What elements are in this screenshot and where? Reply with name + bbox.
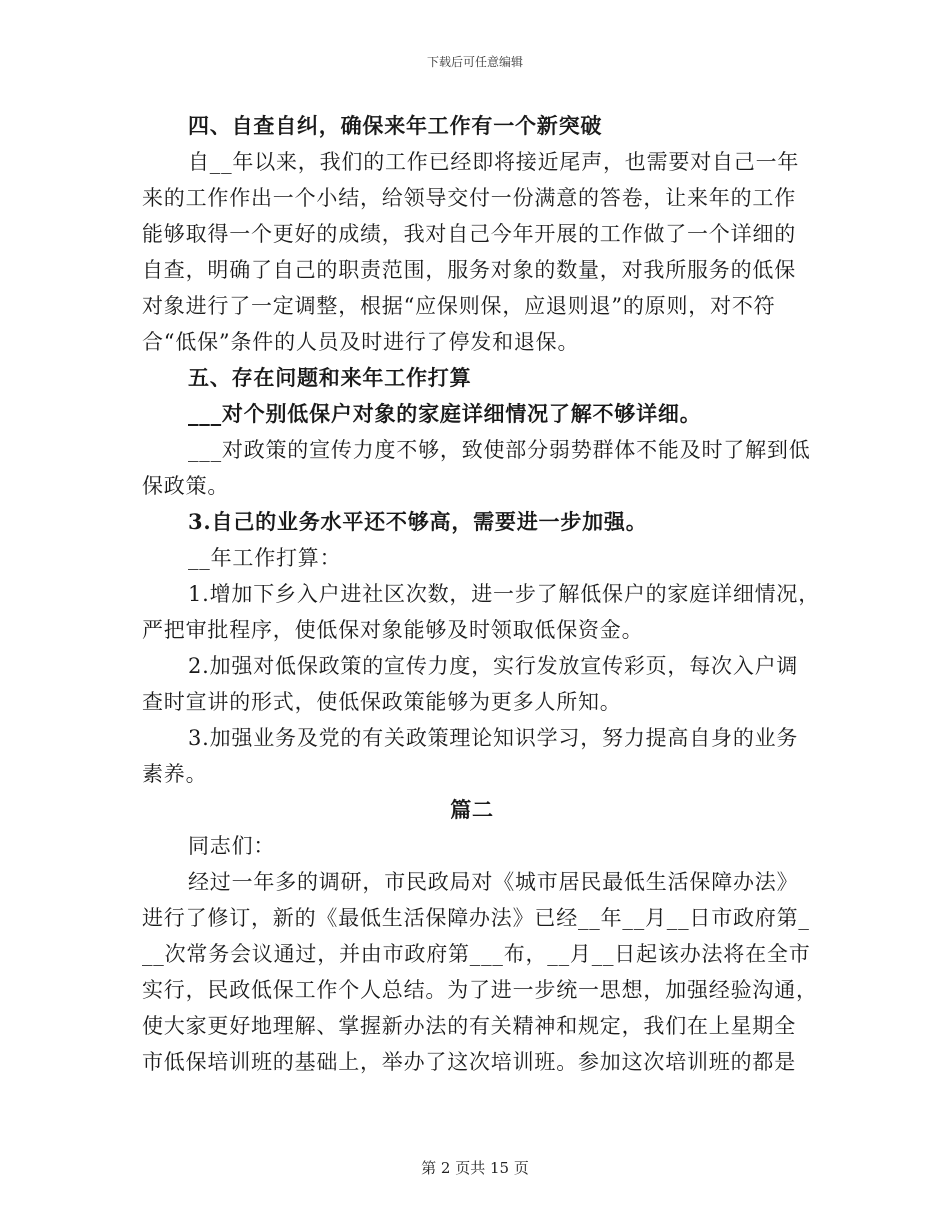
paragraph-line: __年工作打算： bbox=[188, 546, 342, 570]
paragraph-line: 查时宣讲的形式，使低保政策能够为更多人所知。 bbox=[142, 690, 622, 714]
paragraph-line: 对象进行了一定调整，根据“应保则保，应退则退”的原则，对不符 bbox=[142, 294, 776, 318]
section-heading: 四、自查自纠，确保来年工作有一个新突破 bbox=[188, 113, 603, 138]
paragraph-line: 3.加强业务及党的有关政策理论知识学习，努力提高自身的业务 bbox=[188, 726, 799, 750]
list-item-heading: ___对个别低保户对象的家庭详细情况了解不够详细。 bbox=[188, 401, 702, 426]
paragraph-line: 来的工作作出一个小结，给领导交付一份满意的答卷，让来年的工作 bbox=[142, 186, 796, 210]
paragraph-line: 同志们： bbox=[188, 834, 276, 858]
paragraph-line: ___对政策的宣传力度不够，致使部分弱势群体不能及时了解到低 bbox=[188, 438, 811, 462]
paragraph-line: 自__年以来，我们的工作已经即将接近尾声，也需要对自己一年 bbox=[188, 150, 800, 174]
paragraph-line: 经过一年多的调研，市民政局对《城市居民最低生活保障办法》 bbox=[188, 870, 799, 894]
list-item-heading: 3.自己的业务水平还不够高，需要进一步加强。 bbox=[188, 509, 648, 534]
document-body bbox=[142, 108, 821, 1080]
page-footer: 第 2 页共 15 页 bbox=[421, 1159, 529, 1177]
paragraph-line: 1.增加下乡入户进社区次数，进一步了解低保户的家庭详细情况， bbox=[188, 582, 821, 606]
paragraph-line: 素养。 bbox=[142, 762, 208, 786]
paragraph-line: 使大家更好地理解、掌握新办法的有关精神和规定，我们在上星期全 bbox=[142, 1014, 796, 1038]
paragraph-line: 进行了修订，新的《最低生活保障办法》已经__年__月__日市政府第_ bbox=[142, 906, 810, 930]
page-header: 下载后可任意编辑 bbox=[426, 55, 523, 69]
paragraph-line: 市低保培训班的基础上，举办了这次培训班。参加这次培训班的都是 bbox=[142, 1050, 796, 1074]
section-heading: 五、存在问题和来年工作打算 bbox=[188, 365, 472, 390]
paragraph-line: 合“低保”条件的人员及时进行了停发和退保。 bbox=[142, 330, 580, 354]
paragraph-line: 自查，明确了自己的职责范围，服务对象的数量，对我所服务的低保 bbox=[142, 258, 796, 282]
chapter-title: 篇二 bbox=[450, 797, 494, 822]
paragraph-line: 保政策。 bbox=[142, 474, 230, 498]
paragraph-line: 2.加强对低保政策的宣传力度，实行发放宣传彩页，每次入户调 bbox=[188, 654, 799, 678]
paragraph-line: 能够取得一个更好的成绩，我对自己今年开展的工作做了一个详细的 bbox=[142, 222, 796, 246]
paragraph-line: 严把审批程序，使低保对象能够及时领取低保资金。 bbox=[142, 618, 644, 642]
paragraph-line: 实行，民政低保工作个人总结。为了进一步统一思想，加强经验沟通， bbox=[142, 978, 818, 1002]
paragraph-line: __次常务会议通过，并由市政府第___布，__月__日起该办法将在全市 bbox=[142, 942, 811, 966]
